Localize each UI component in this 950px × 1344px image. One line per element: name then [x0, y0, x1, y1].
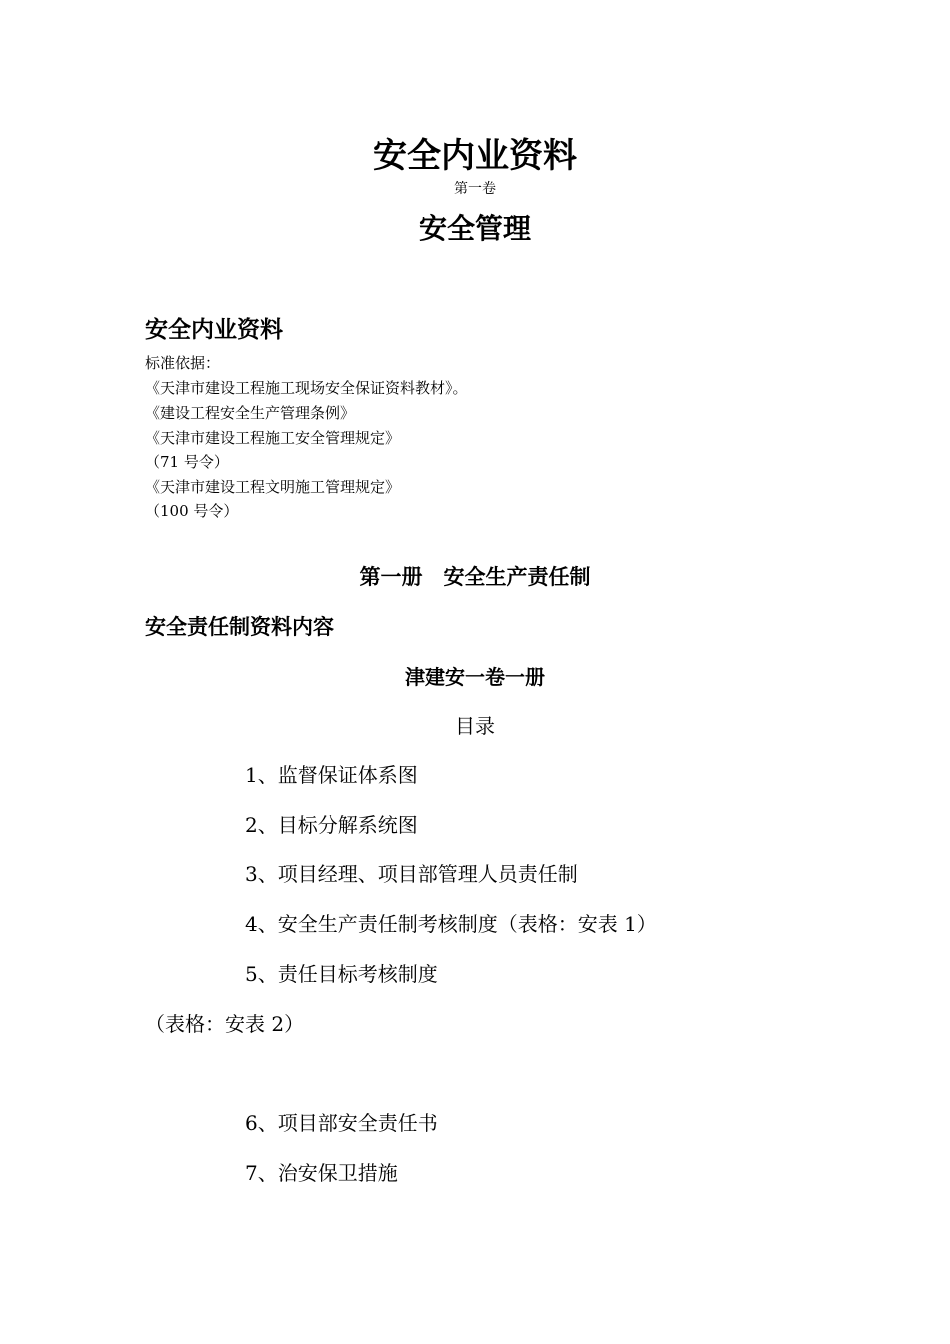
cover-volume: 第一卷	[454, 181, 496, 197]
toc-item: 3、项目经理、项目部管理人员责任制	[245, 862, 578, 886]
book-code: 津建安一卷一册	[405, 665, 545, 689]
cover-main-title: 安全内业资料	[373, 136, 577, 176]
basis-line: 《天津市建设工程文明施工管理规定》	[145, 478, 401, 496]
toc-item: 4、安全生产责任制考核制度（表格：安表 1）	[245, 912, 657, 936]
book-title: 第一册 安全生产责任制	[359, 565, 591, 589]
toc-item: 7、治安保卫措施	[245, 1161, 398, 1185]
toc-item-continuation: （表格：安表 2）	[145, 1012, 305, 1036]
basis-line: 《建设工程安全生产管理条例》	[145, 404, 356, 422]
basis-label: 标准依据：	[145, 354, 221, 372]
basis-line: （100 号令）	[145, 502, 239, 520]
cover-subtitle: 安全管理	[418, 212, 531, 245]
toc-title: 目录	[455, 714, 495, 738]
content-heading: 安全责任制资料内容	[145, 615, 334, 639]
toc-item: 5、责任目标考核制度	[245, 962, 438, 986]
toc-item: 6、项目部安全责任书	[245, 1111, 438, 1135]
basis-line: （71 号令）	[145, 453, 229, 471]
section-heading: 安全内业资料	[145, 317, 283, 343]
toc-item: 2、目标分解系统图	[245, 813, 418, 837]
basis-line: 《天津市建设工程施工安全管理规定》	[145, 429, 401, 447]
toc-item: 1、监督保证体系图	[245, 763, 418, 787]
basis-line: 《天津市建设工程施工现场安全保证资料教材》。	[145, 379, 468, 397]
